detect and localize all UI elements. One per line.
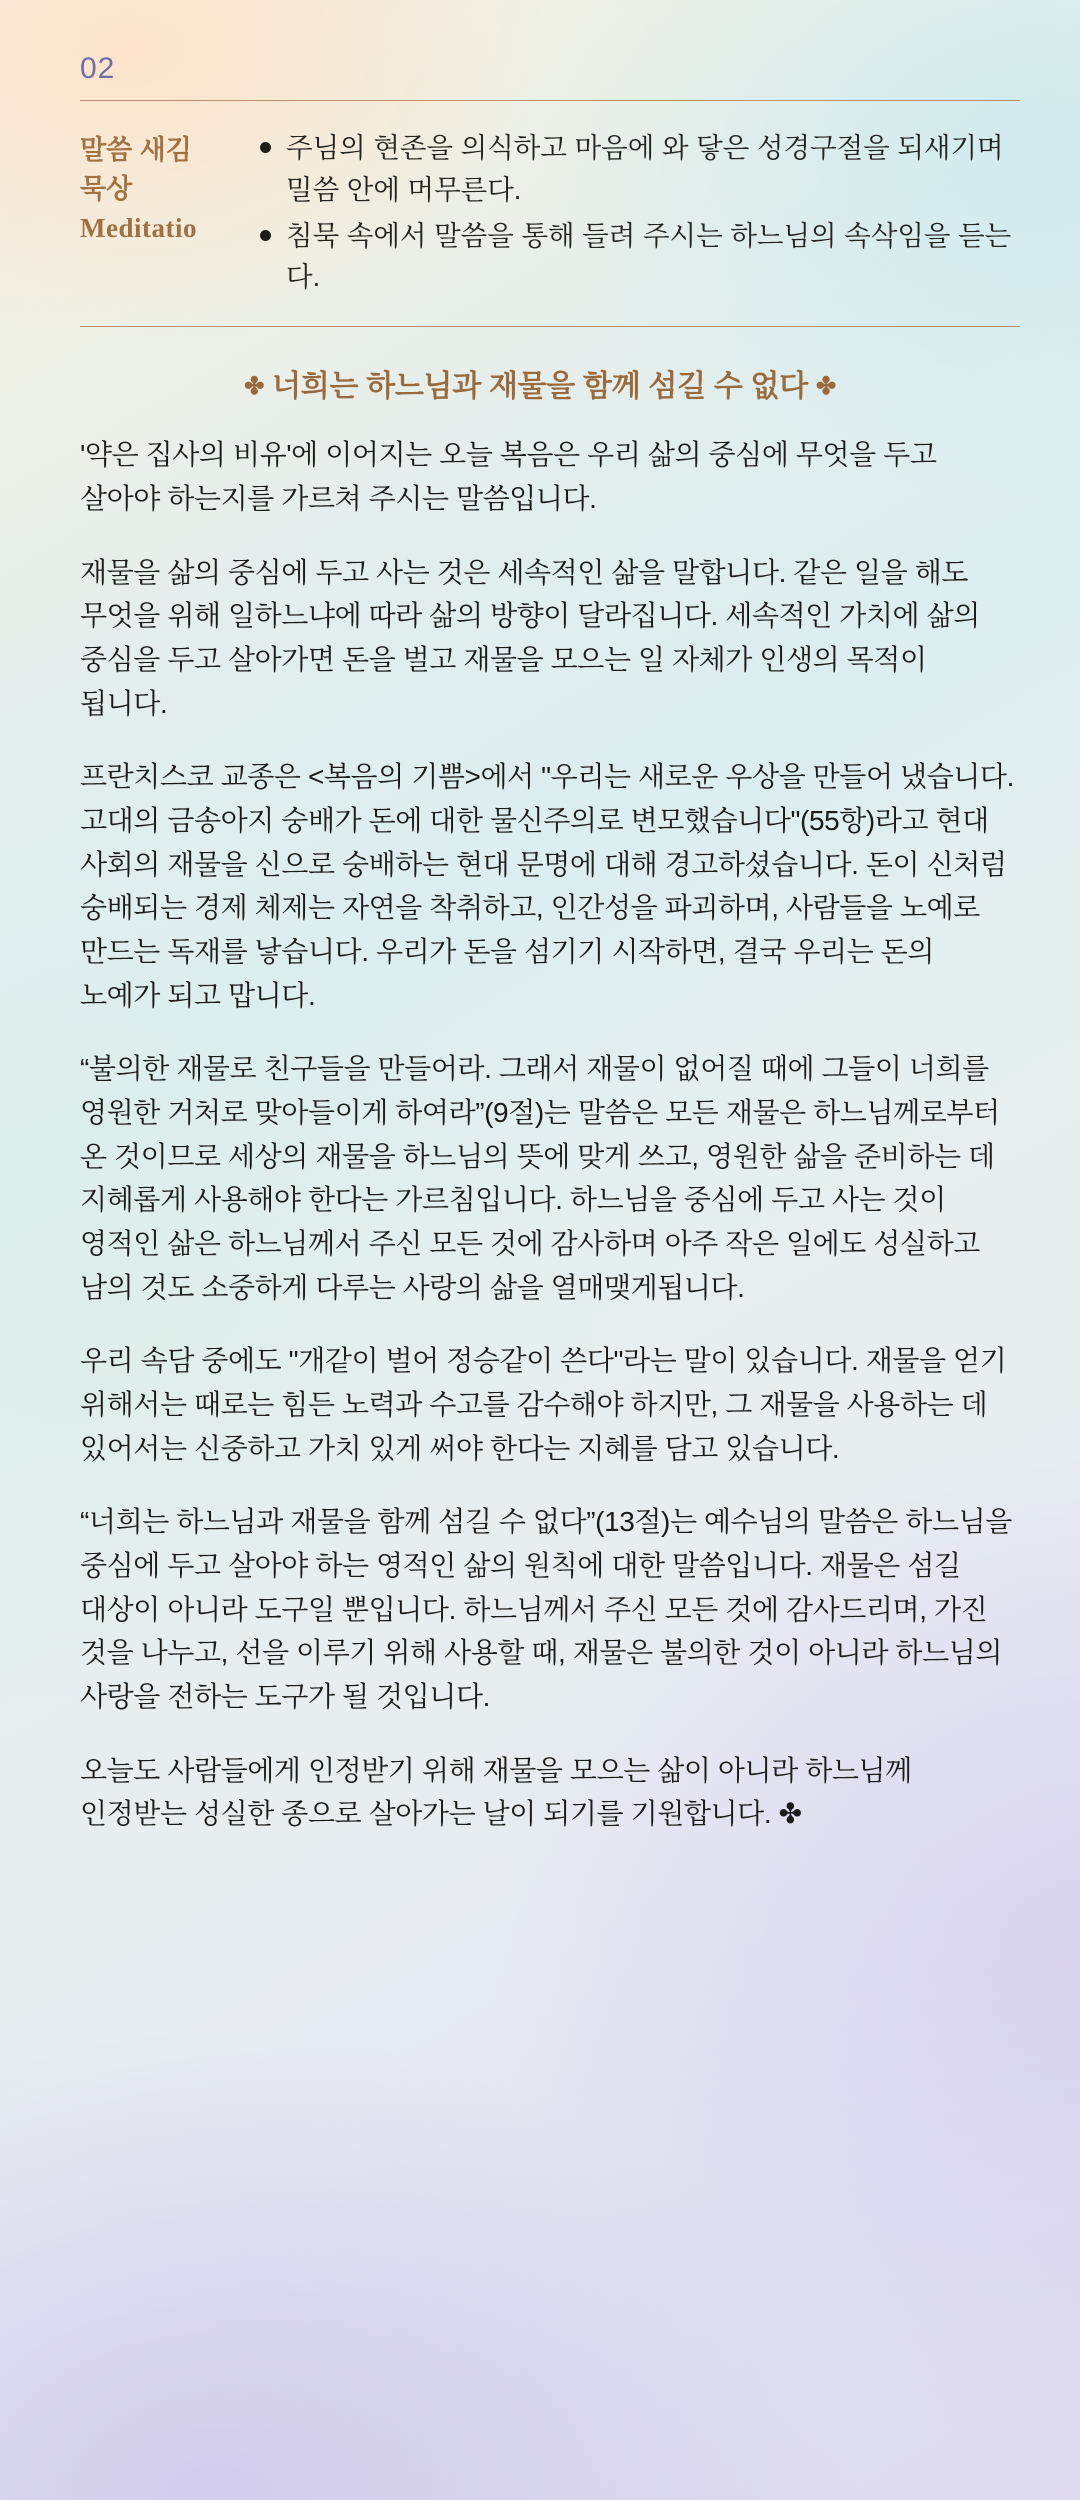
meditatio-section [50,101,1030,302]
clover-ornament-right-icon: ✤ [815,373,836,401]
meditatio-label-ko-1: 말씀 새김 [80,135,192,165]
meditatio-bullet-list [248,127,1020,302]
paragraph: 오늘도 사람들에게 인정받기 위해 재물을 모으는 삶이 아니라 하느님께 인정받는 성실한 종으로 살아가는 날이 되기를 기원합니다. ✤ [80,1754,912,1830]
page-number: 02 [80,52,116,85]
paragraph: “불의한 재물로 친구들을 만들어라. 그래서 재물이 없어질 때에 그들이 너희를 영원한 거처로 맞아들이게 하여라”(9절)는 말씀은 모든 재물은 하느님께로부터 온 것이므로 세상의 재물을 하느님의 뜻에 맞게 쓰고, 영원한 삶을 준비하는 데 지혜롭게 사용해야 한다는 가르침입니다. 하느님을 중심에 두고 사는 것이 영적인 삶은 하느님께서 주신 모든 것에 감사하며 아주 작은 일에도 성실하고 남의 것도 소중하게 다루는 사랑의 삶을 열매맺게됩니다. [80,1053,1000,1303]
list-item: 침묵 속에서 말씀을 통해 들려 주시는 하느님의 속삭임을 듣는다. [286,215,1020,299]
paragraph: “너희는 하느님과 재물을 함께 섬길 수 없다”(13절)는 예수님의 말씀은 하느님을 중심에 두고 살아야 하는 영적인 삶의 원칙에 대한 말씀입니다. 재물은 섬길 대상이 아니라 도구일 뿐입니다. 하느님께서 주신 모든 것에 감사드리며, 가진 것을 나누고, 선을 이루기 위해 사용할 때, 재물은 불의한 것이 아니라 하느님의 사랑을 전하는 도구가 될 것입니다. [80,1506,1012,1712]
section-title-text: 너희는 하느님과 재물을 함께 섬길 수 없다 [272,370,808,404]
meditatio-label-ko-2: 묵상 [80,174,133,205]
meditatio-label-latin: Meditatio [80,213,197,244]
divider-bottom [80,326,1020,327]
paragraph: 우리 속담 중에도 "개같이 벌어 정승같이 쓴다"라는 말이 있습니다. 재물을 얻기 위해서는 때로는 힘든 노력과 수고를 감수해야 하지만, 그 재물을 사용하는 데 있어서는 신중하고 가치 있게 써야 한다는 지혜를 담고 있습니다. [80,1345,1007,1464]
divider-top [80,100,1020,101]
body-text [50,415,1030,1836]
list-item: 주님의 현존을 의식하고 마음에 와 닿은 성경구절을 되새기며 밀씀 안에 머무른다. [286,127,1020,211]
paragraph: 프란치스코 교종은 <복음의 기쁨>에서 "우리는 새로운 우상을 만들어 냈습니다. 고대의 금송아지 숭배가 돈에 대한 물신주의로 변모했습니다"(55항)라고 현대 사회의 재물을 신으로 숭배하는 현대 문명에 대해 경고하셨습니다. 돈이 신처럼 숭배되는 경제 체제는 자연을 착취하고, 인간성을 파괴하며, 사람들을 노예로 만드는 독재를 낳습니다. 우리가 돈을 섬기기 시작하면, 결국 우리는 돈의 노예가 되고 맙니다. [80,761,1014,1011]
paragraph: '약은 집사의 비유'에 이어지는 오늘 복음은 우리 삶의 중심에 무엇을 두고 살아야 하는지를 가르쳐 주시는 말씀입니다. [80,439,937,514]
paragraph: 재물을 삶의 중심에 두고 사는 것은 세속적인 삶을 말합니다. 같은 일을 해도 무엇을 위해 일하느냐에 따라 삶의 방향이 달라집니다. 세속적인 가치에 삶의 중심을 두고 살아가면 돈을 벌고 재물을 모으는 일 자체가 인생의 목적이 됩니다. [80,556,980,719]
section-title [50,327,1030,415]
clover-ornament-left-icon: ✤ [244,373,265,401]
meditatio-label [80,127,248,248]
